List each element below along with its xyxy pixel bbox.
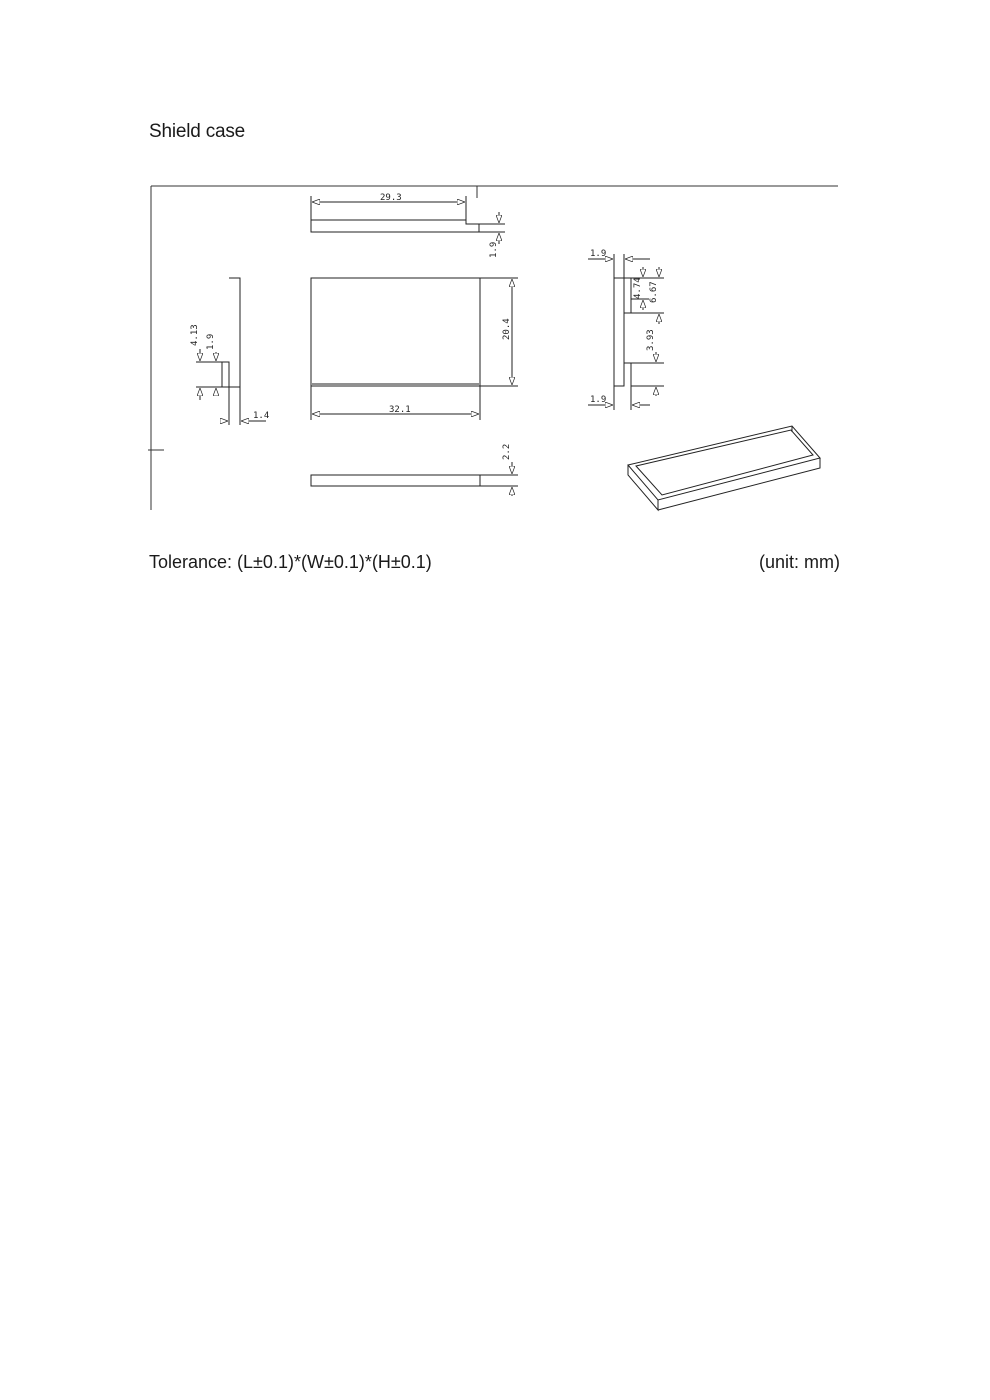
bottom-view	[311, 462, 518, 496]
drawing-frame	[148, 186, 838, 510]
dim-right-19-bottom: 1.9	[590, 395, 607, 405]
left-side-view	[196, 278, 266, 425]
dim-right-667: 6.67	[649, 281, 659, 303]
tolerance-note: Tolerance: (L±0.1)*(W±0.1)*(H±0.1)	[149, 552, 432, 572]
dim-left-14: 1.4	[253, 411, 270, 421]
top-view	[311, 196, 505, 244]
front-view	[311, 278, 518, 420]
isometric-view	[628, 426, 820, 510]
dim-front-length: 32.1	[389, 405, 411, 415]
dim-front-width: 20.4	[502, 318, 512, 340]
dim-top-height: 1.9	[489, 241, 499, 258]
dim-left-19: 1.9	[206, 333, 216, 350]
dim-right-393: 3.93	[646, 329, 656, 351]
dim-bottom-height: 2.2	[502, 443, 512, 460]
dim-left-413: 4.13	[190, 324, 200, 346]
dim-top-length: 29.3	[380, 193, 402, 203]
dim-right-474: 4.74	[633, 277, 643, 299]
unit-note: (unit: mm)	[759, 552, 840, 572]
section-title: Shield case	[149, 121, 246, 142]
dim-right-19-top: 1.9	[590, 249, 607, 259]
